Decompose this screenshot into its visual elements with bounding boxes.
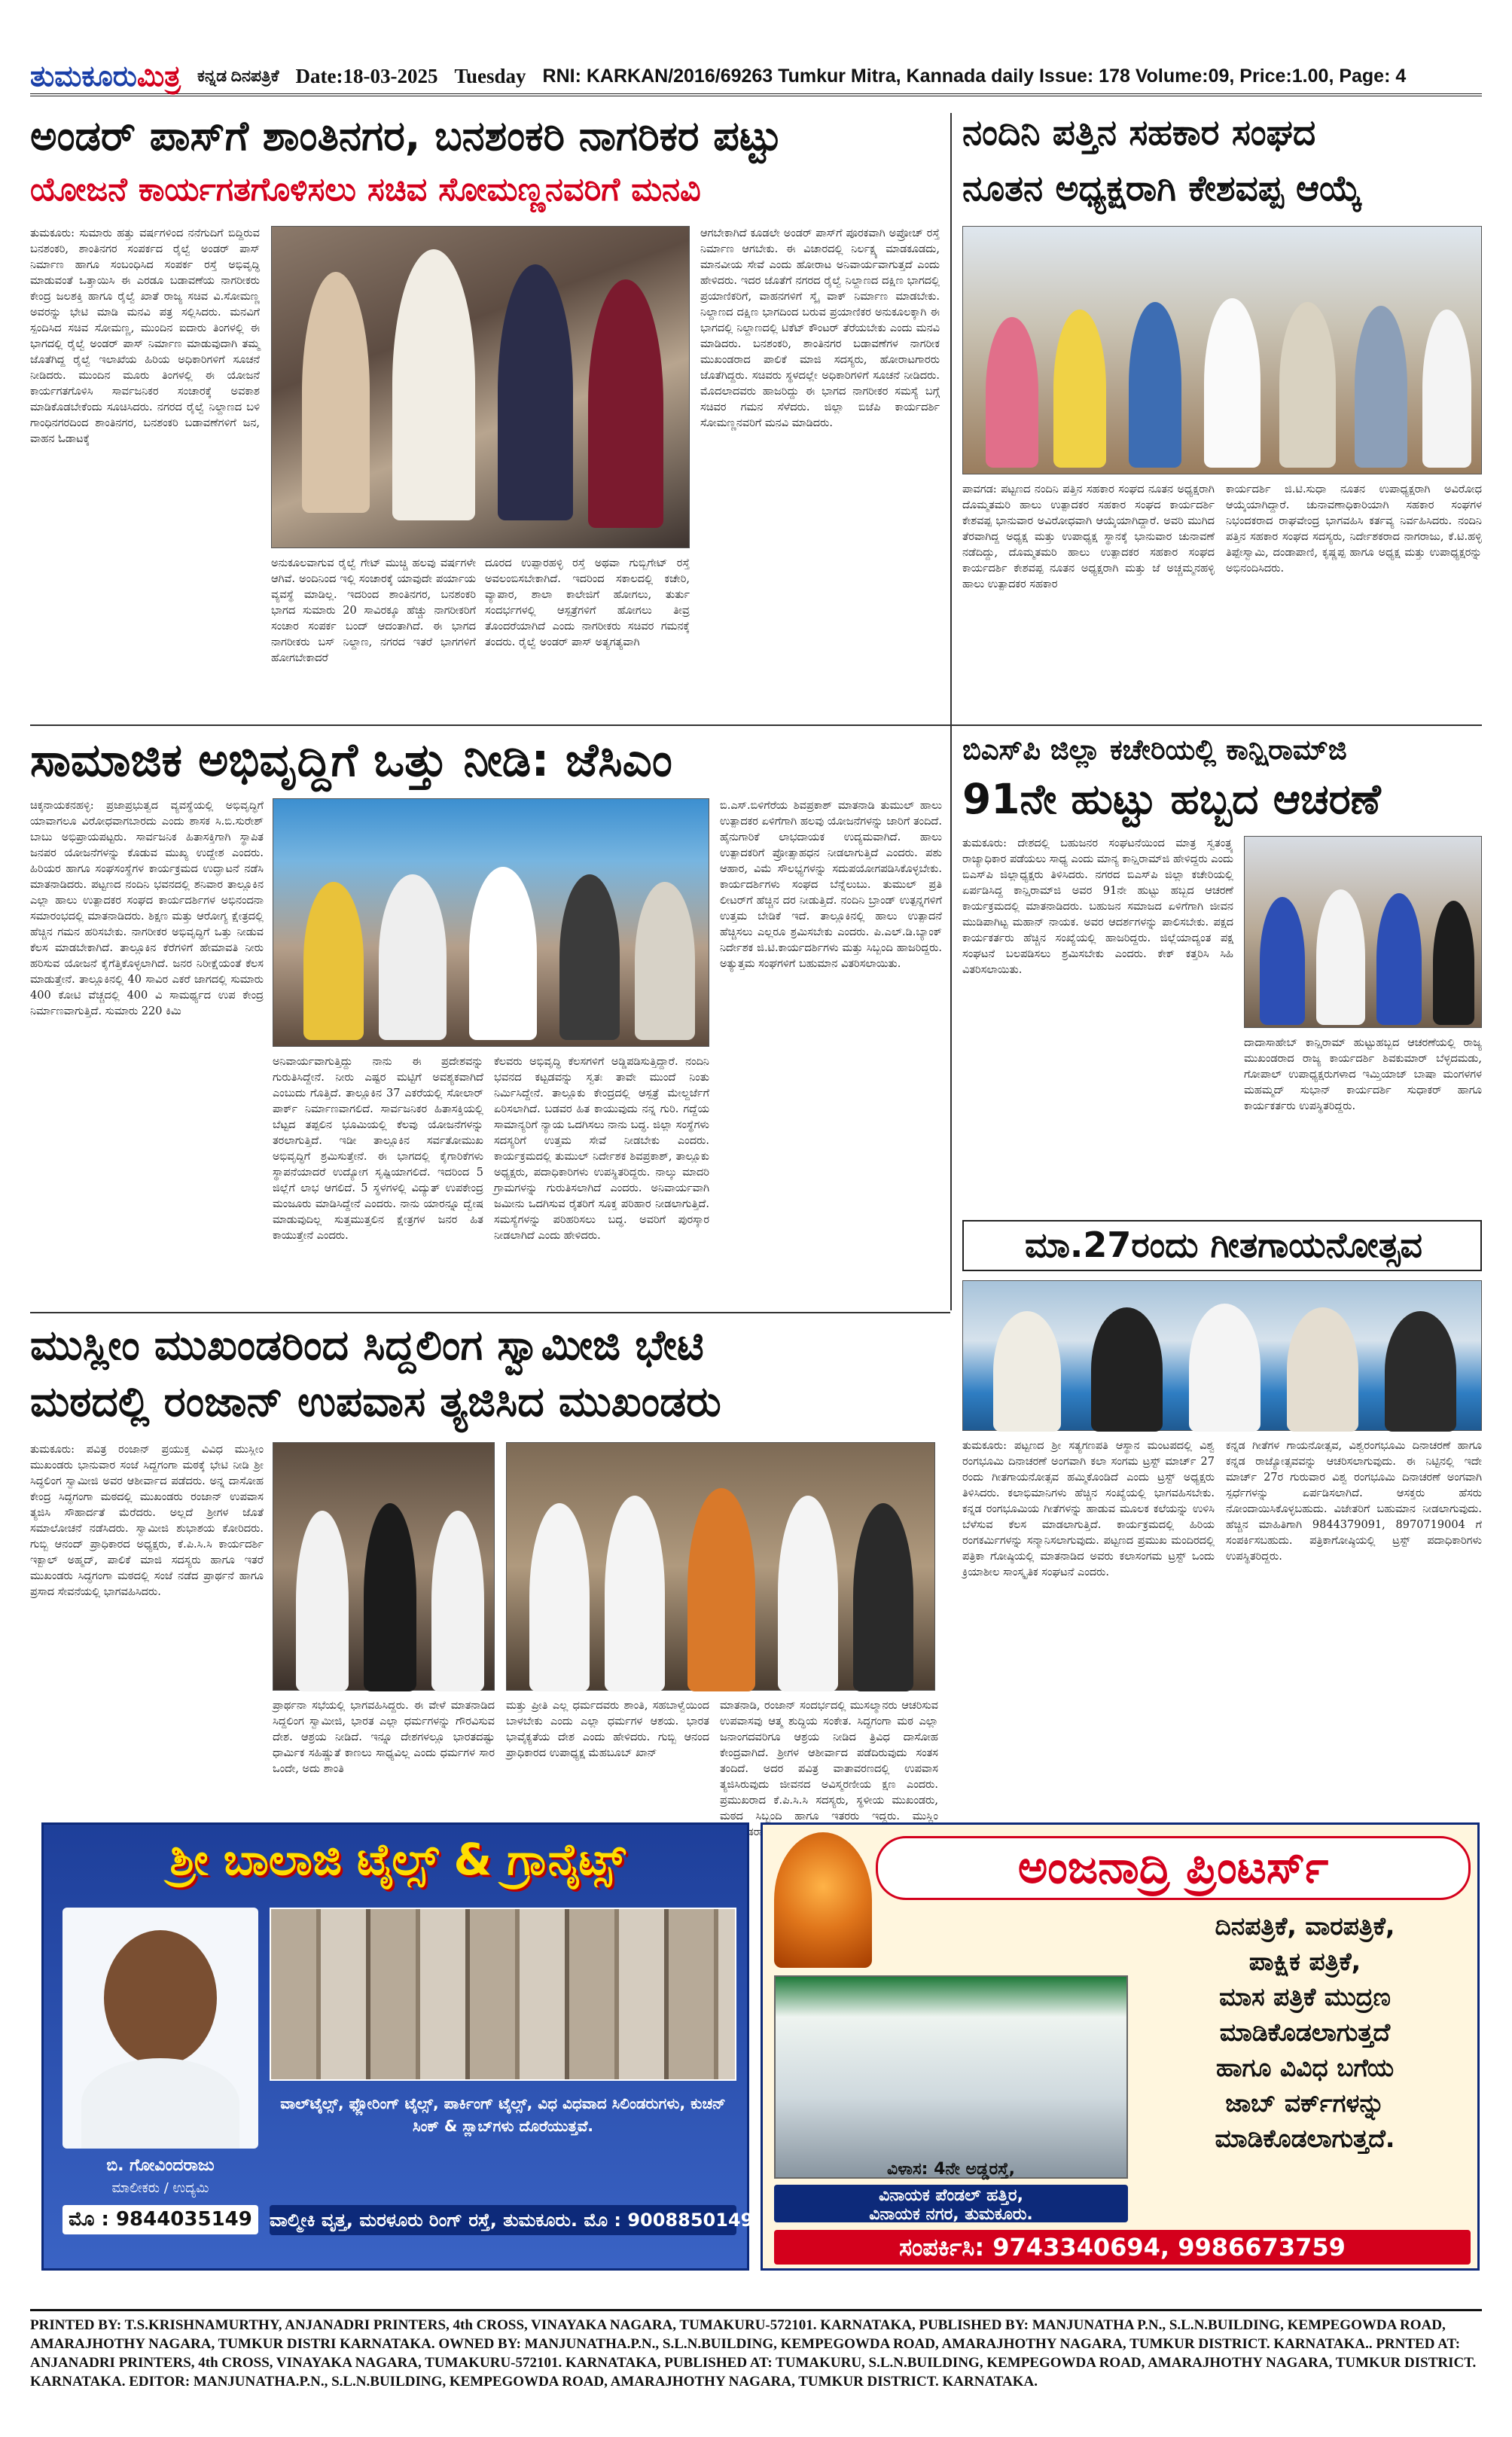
- story1-column-1: ತುಮಕೂರು: ಸುಮಾರು ಹತ್ತು ವರ್ಷಗಳಿಂದ ನನೆಗುದಿಗೆ ಬಿದ್ದಿರುವ ಬನಶಂಕರಿ, ಶಾಂತಿನಗರ ಸಂಪರ್ಕದ ರೈಲ್ವೆ ಅಂಡರ್ ಪಾಸ್ ನಿರ್ಮಾಣ ಹಾಗೂ ಸಂಬಂಧಿಸಿದ ಸಂಪರ್ಕ ರಸ್ತೆ ಅಭಿವೃದ್ಧಿ ಮಾಡುವಂತೆ ಒತ್ತಾಯಿಸಿ ಈ ಎರಡೂ ಬಡಾವಣೆಯ ನಾಗರೀಕರು ಕೇಂದ್ರ ಜಲಶಕ್ತಿ ಹಾಗೂ ರೈಲ್ವೆ ಖಾತೆ ರಾಜ್ಯ ಸಚಿವ ವಿ.ಸೋಮಣ್ಣ ಅವರನ್ನು ಭೇಟಿ ಮಾಡಿ ಮನವಿ ಪತ್ರ ಸಲ್ಲಿಸಿದರು. ಮನವಿಗೆ ಸ್ಪಂದಿಸಿದ ಸಚಿವ ಸೋಮಣ್ಣ, ಮುಂದಿನ ಐದಾರು ತಿಂಗಳಲ್ಲಿ ಈ ಭಾಗದಲ್ಲಿ ರೈಲ್ವೆ ಅಂಡರ್ ಪಾಸ್ ನಿರ್ಮಾಣ ಮಾಡುವುದಾಗಿ ತಮ್ಮ ಜೊತೆಗಿದ್ದ ರೈಲ್ವೆ ಇಲಾಖೆಯ ಹಿರಿಯ ಅಧಿಕಾರಿಗಳಿಗೆ ಸೂಚನೆ ನೀಡಿದರು. ಮುಂದಿನ ಮೂರು ತಿಂಗಳಲ್ಲಿ ಈ ಯೋಜನೆ ಕಾರ್ಯಗತಗೊಳಿಸಿ ಸಾರ್ವಜನಿಕರ ಸಂಚಾರಕ್ಕೆ ಅವಕಾಶ ಮಾಡಿಕೊಡಬೇಕೆಂದು ಸೂಚಿಸಿದರು. ನಗರದ ರೈಲ್ವೆ ನಿಲ್ದಾಣದ ಬಳಿ ಗಾಂಧಿನಗರದಿಂದ ಶಾಂತಿನಗರ, ಬನಶಂಕರಿ ಬಡಾವಣೆಗಳಿಗೆ ಜನ, ವಾಹನ ಓಡಾಟಕ್ಕೆ: [30, 227, 261, 445]
- story1-subheadline: ಯೋಜನೆ ಕಾರ್ಯಗತಗೊಳಿಸಲು ಸಚಿವ ಸೋಮಣ್ಣನವರಿಗೆ ಮನವಿ: [30, 171, 701, 209]
- ad-balaji-portrait: [62, 1908, 258, 2149]
- ad-anjanadri-address-line3: ವಿನಾಯಕ ನಗರ, ತುಮಕೂರು.: [869, 2205, 1033, 2224]
- story6-column-1: ತುಮಕೂರು: ಪವಿತ್ರ ರಂಜಾನ್ ಪ್ರಯುಕ್ತ ವಿವಿಧ ಮುಸ್ಲೀಂ ಮುಖಂಡರು ಭಾನುವಾರ ಸಂಜೆ ಸಿದ್ದಗಂಗಾ ಮಠಕ್ಕೆ ಭೇಟಿ ನೀಡಿ ಶ್ರೀ ಸಿದ್ಧಲಿಂಗ ಸ್ವಾಮೀಜಿ ಅವರ ಆಶೀರ್ವಾದ ಪಡೆದರು. ಅನ್ನ ದಾಸೋಹ ಕೇಂದ್ರ ಸಿದ್ಧಗಂಗಾ ಮಠದಲ್ಲಿ ಮುಖಂಡರು ರಂಜಾನ್ ಉಪವಾಸ ತ್ಯಜಿಸಿ ಸೌಹಾರ್ದತೆ ಮೆರೆದರು. ಅಲ್ಲದೆ ಶ್ರೀಗಳ ಜೊತೆ ಸಮಾಲೋಚನೆ ನಡೆಸಿದರು. ಸ್ವಾಮೀಜಿ ಶುಭಾಶಯ ಕೋರಿದರು. ಗುಬ್ಬಿ ಆನಂದ್ ಪ್ರಾಧಿಕಾರದ ಅಧ್ಯಕ್ಷರು, ಕೆ.ಪಿ.ಸಿ.ಸಿ ಕಾರ್ಯದರ್ಶಿ ಇಕ್ಬಾಲ್ ಅಹ್ಮದ್, ಪಾಲಿಕೆ ಮಾಜಿ ಸದಸ್ಯರು ಹಾಗೂ ಇತರೆ ಮುಖಂಡರು ಸಿದ್ಧಗಂಗಾ ಮಠದಲ್ಲಿ ಸಂಜೆ ನಡೆದ ಪ್ರಾರ್ಥನೆ ಹಾಗೂ ಪ್ರಸಾದ ಸೇವನೆಯಲ್ಲಿ ಭಾಗವಹಿಸಿದರು.: [30, 1444, 264, 1598]
- story6-caption-2: ಮತ್ತು ಪ್ರೀತಿ ಎಲ್ಲ ಧರ್ಮದವರು ಶಾಂತಿ, ಸಹಬಾಳ್ವೆಯಿಂದ ಬಾಳಬೇಕು ಎಂದು ಎಲ್ಲಾ ಧರ್ಮಗಳ ಆಶಯ. ಭಾರತ ಭಾವೈಕ್ಯತೆಯ ದೇಶ ಎಂದು ಹೇಳಿದರು. ಗುಬ್ಬಿ ಆನಂದ ಪ್ರಾಧಿಕಾರದ ಉಪಾಧ್ಯಕ್ಷ ಮೆಹಬೂಬ್ ಖಾನ್: [506, 1700, 709, 1759]
- ad-anjanadri-service-6: ಜಾಬ್ ವರ್ಕ್‌ಗಳನ್ನು: [1225, 2088, 1385, 2118]
- masthead-name-part2: ಮಿತ್ರ: [136, 59, 181, 93]
- ad-anjanadri-shop-photo: [774, 1975, 1128, 2179]
- ad-balaji-showroom-photo: [270, 1908, 736, 2081]
- imprint-footer: PRINTED BY: T.S.KRISHNAMURTHY, ANJANADRI PRINTERS, 4th CROSS, VINAYAKA NAGARA, TUMAKURU-572101. KARNATAKA, PUBLISHED BY: MANJUNATHA P.N., S.L.N.BUILDING, KEMPEGOWDA ROAD, AMARAJHOTHY NAGARA, TUMKUR DISTRI KARNATAKA. OWNED BY: MANJUNATHA.P.N., S.L.N.BUILDING, KEMPEGOWDA ROAD, AMARAJHOTHY NAGARA, TUMKUR DISTRICT. KARNATAKA.. PRNTED AT: ANJANADRI PRINTERS, 4th CROSS, VINAYAKA NAGARA, TUMAKURU-572101. KARNATAKA, PUBLISHED AT: TUMAKURU, S.L.N.BUILDING, KEMPEGOWDA ROAD, AMARAJHOTHY NAGARA, TUMKUR DISTRICT. KARNATAKA. EDITOR: MANJUNATHA.P.N., S.L.N.BUILDING, KEMPEGOWDA ROAD, AMARAJHOTHY NAGARA, TUMKUR DISTRICT. KARNATAKA.: [30, 2309, 1482, 2391]
- masthead-date: Date:18-03-2025: [295, 64, 438, 87]
- story4-photo: [1244, 836, 1482, 1028]
- story6-photo-1: [273, 1442, 495, 1691]
- story4-headline-line2: 91ನೇ ಹುಟ್ಟು ಹಬ್ಬದ ಆಚರಣೆ: [962, 775, 1381, 823]
- ad-balaji-services: ವಾಲ್‌ಟೈಲ್ಸ್, ಫ್ಲೋರಿಂಗ್ ಟೈಲ್ಸ್, ಪಾರ್ಕಿಂಗ್ ಟೈಲ್ಸ್, ವಿಧ ವಿಧವಾದ ಸಿಲಿಂಡರುಗಳು, ಕುಚನ್ ಸಿಂಕ್ & ಸ್ಲಾಬ್‌ಗಳು ದೊರೆಯುತ್ತವೆ.: [280, 2094, 726, 2135]
- story3-column-3: ಕೆಲವರು ಅಭಿವೃದ್ಧಿ ಕೆಲಸಗಳಿಗೆ ಅಡ್ಡಿಪಡಿಸುತ್ತಿದ್ದಾರೆ. ನಂದಿನಿ ಭವನದ ಕಟ್ಟಡವನ್ನು ಸ್ವತಃ ತಾವೇ ಮುಂದೆ ನಿಂತು ನಿರ್ಮಿಸಿದ್ದೇನೆ. ತಾಲ್ಲೂಕು ಕೇಂದ್ರದಲ್ಲಿ ಆಸ್ಪತ್ರೆ ಮೇಲ್ದರ್ಜೆಗೆ ಏರಿಸಲಾಗಿದೆ. ಬಡವರ ಹಿತ ಕಾಯುವುದು ನನ್ನ ಗುರಿ. ಗದ್ದೆಯ ಸಾಮಾನ್ಯರಿಗೆ ನ್ಯಾಯ ಒದಗಿಸಲು ನಾನು ಬದ್ಧ. ಜಿಲ್ಲಾ ಸಂಸ್ಥೆಗಳು ಸದಸ್ಯರಿಗೆ ಉತ್ತಮ ಸೇವೆ ನೀಡಬೇಕು ಎಂದರು. ಕಾರ್ಯಕ್ರಮದಲ್ಲಿ ತುಮುಲ್ ನಿರ್ದೇಶಕ ಶಿವಪ್ರಕಾಶ್, ತಾಲ್ಲೂಕು ಅಧ್ಯಕ್ಷರು, ಪದಾಧಿಕಾರಿಗಳು ಉಪಸ್ಥಿತರಿದ್ದರು. ನಾಲ್ಕು ಮಾದರಿ ಗ್ರಾಮಗಳನ್ನು ಗುರುತಿಸಲಾಗಿದೆ ಎಂದರು. ಅನಿವಾರ್ಯವಾಗಿ ಜಮೀನು ಒದಗಿಸುವ ರೈತರಿಗೆ ಸೂಕ್ತ ಪರಿಹಾರ ನೀಡಲಾಗುತ್ತಿದೆ. ಸಮಸ್ಯೆಗಳನ್ನು ಪರಿಹರಿಸಲು ಬದ್ಧ. ಅವರಿಗೆ ಪುರಸ್ಕಾರ ನೀಡಲಾಗಿದೆ ಎಂದು ಹೇಳಿದರು.: [494, 1056, 709, 1242]
- ad-anjanadri-service-4: ಮಾಡಿಕೊಡಲಾಗುತ್ತದೆ: [1219, 2018, 1391, 2047]
- story4-column-1: ತುಮಕೂರು: ದೇಶದಲ್ಲಿ ಬಹುಜನರ ಸಂಘಟನೆಯಿಂದ ಮಾತ್ರ ಸ್ವತಂತ್ರ್ಯ ರಾಜ್ಯಾಧಿಕಾರ ಪಡೆಯಲು ಸಾಧ್ಯ ಎಂದು ಮಾನ್ಯ ಕಾನ್ಷಿರಾಮ್‌ಜಿ ಹೇಳಿದ್ದರು ಎಂದು ಬಿಎಸ್‌ಪಿ ಜಿಲ್ಲಾಧ್ಯಕ್ಷರು ತಿಳಿಸಿದರು. ನಗರದ ಬಿಎಸ್‌ಪಿ ಜಿಲ್ಲಾ ಕಚೇರಿಯಲ್ಲಿ ಏರ್ಪಡಿಸಿದ್ದ ಕಾನ್ಷಿರಾಮ್‌ಜಿ ಅವರ 91ನೇ ಹುಟ್ಟು ಹಬ್ಬದ ಆಚರಣೆ ಕಾರ್ಯಕ್ರಮದಲ್ಲಿ ಮಾತನಾಡಿದರು. ಬಹುಜನ ಸಮಾಜದ ಏಳಿಗೆಗಾಗಿ ಜೀವನ ಮುಡಿಪಾಗಿಟ್ಟ ಮಹಾನ್ ನಾಯಕ. ಅವರ ಆದರ್ಶಗಳನ್ನು ಪಾಲಿಸಬೇಕು. ಪಕ್ಷದ ಕಾರ್ಯಕರ್ತರು ಹೆಚ್ಚಿನ ಸಂಖ್ಯೆಯಲ್ಲಿ ಹಾಜರಿದ್ದರು. ಜಿಲ್ಲೆಯಾದ್ಯಂತ ಪಕ್ಷ ಸಂಘಟನೆ ಬಲಪಡಿಸಲು ಶ್ರಮಿಸಬೇಕು ಎಂದರು. ಕೇಕ್ ಕತ್ತರಿಸಿ ಸಿಹಿ ವಿತರಿಸಲಾಯಿತು.: [962, 837, 1234, 976]
- story3-photo: [273, 798, 709, 1047]
- masthead: [30, 59, 1482, 96]
- story3-column-1: ಚಿಕ್ಕನಾಯಕನಹಳ್ಳಿ: ಪ್ರಜಾಪ್ರಭುತ್ವದ ವ್ಯವಸ್ಥೆಯಲ್ಲಿ ಅಭಿವೃದ್ಧಿಗೆ ಯಾವಾಗಲೂ ವಿರೋಧವಾಗಬಾರದು ಎಂದು ಶಾಸಕ ಸಿ.ಬಿ.ಸುರೇಶ್ ಬಾಬು ಅಭಿಪ್ರಾಯಪಟ್ಟರು. ಸಾರ್ವಜನಿಕ ಹಿತಾಸಕ್ತಿಗಾಗಿ ಸ್ಥಾಪಿತ ಜನಪರ ಯೋಜನೆಗಳನ್ನು ಕೊಡುವ ಮುಖ್ಯ ಉದ್ದೇಶ ಎಂದರು. ಹಿರಿಯರ ಹಾಗೂ ಸಂಘಸಂಸ್ಥೆಗಳ ಕಾರ್ಯಕ್ರಮದ ಉದ್ಘಾಟನೆ ನಡೆಸಿ ಮಾತನಾಡಿದರು. ಪಟ್ಟಣದ ನಂದಿನಿ ಭವನದಲ್ಲಿ ಶನಿವಾರ ತಾಲ್ಲೂಕಿನ ಎಲ್ಲಾ ಹಾಲು ಉತ್ಪಾದಕರ ಸಂಘದ ಕಾರ್ಯದರ್ಶಿಗಳ ಅಭಿನಂದನಾ ಸಮಾರಂಭದಲ್ಲಿ ಮಾತನಾಡಿದರು. ಶಿಕ್ಷಣ ಮತ್ತು ಆರೋಗ್ಯ ಕ್ಷೇತ್ರದಲ್ಲಿ ಹೆಚ್ಚಿನ ಗಮನ ಹರಿಸಬೇಕು. ನಾಗರೀಕರ ಅಭಿವೃದ್ಧಿಗೆ ಒತ್ತು ನೀಡುವ ಕೆಲಸ ಮಾಡಬೇಕಾಗಿದೆ. ತಾಲ್ಲೂಕಿನ ಕೆರೆಗಳಿಗೆ ಹೇಮಾವತಿ ನೀರು ಹರಿಸುವ ಯೋಜನೆ ಕೈಗೆತ್ತಿಕೊಳ್ಳಲಾಗಿದೆ. ಜನರ ನಿರೀಕ್ಷೆಯಂತೆ ಕೆಲಸ ಮಾಡುತ್ತೇನೆ. ತಾಲ್ಲೂಕಿನಲ್ಲಿ 40 ಸಾವಿರ ಎಕರೆ ಜಾಗದಲ್ಲಿ ಸುಮಾರು 400 ಕೋಟಿ ವೆಚ್ಚದಲ್ಲಿ 400 ವಿ ಸಾಮರ್ಥ್ಯದ ಉಪ ಕೇಂದ್ರ ನಿರ್ಮಾಣವಾಗುತ್ತಿದೆ. ಸುಮಾರು 220 ಕಿಮಿ: [30, 800, 264, 1017]
- ad-balaji-mobile: ಮೊ : 9844035149: [62, 2205, 258, 2234]
- story6-caption-1: ಪ್ರಾರ್ಥನಾ ಸಭೆಯಲ್ಲಿ ಭಾಗವಹಿಸಿದ್ದರು. ಈ ವೇಳೆ ಮಾತನಾಡಿದ ಸಿದ್ದಲಿಂಗ ಸ್ವಾಮೀಜಿ, ಭಾರತ ಎಲ್ಲಾ ಧರ್ಮಗಳನ್ನು ಗೌರವಿಸುವ ದೇಶ. ಆಶ್ರಯ ನೀಡಿದೆ. ಇನ್ನೂ ದೇಶಗಳಲ್ಲೂ ಭಾರತದಷ್ಟು ಧಾರ್ಮಿಕ ಸಹಿಷ್ಣುತೆ ಕಾಣಲು ಸಾಧ್ಯವಿಲ್ಲ ಎಂದು ಧರ್ಮಗಳ ಸಾರ ಒಂದೇ, ಅದು ಶಾಂತಿ: [273, 1700, 495, 1775]
- ad-anjanadri-service-7: ಮಾಡಿಕೊಡಲಾಗುತ್ತದೆ.: [1215, 2124, 1395, 2153]
- ad-balaji-person-name: ಬಿ. ಗೋವಿಂದರಾಜು: [106, 2156, 215, 2175]
- story5-photo: [962, 1280, 1482, 1431]
- ad-anjanadri-service-5: ಹಾಗೂ ವಿವಿಧ ಬಗೆಯ: [1215, 2053, 1395, 2082]
- story6-headline-line1: ಮುಸ್ಲೀಂ ಮುಖಂಡರಿಂದ ಸಿದ್ದಲಿಂಗ ಸ್ವಾಮೀಜಿ ಭೇಟಿ: [30, 1321, 704, 1369]
- story2-headline-line1: ನಂದಿನಿ ಪತ್ತಿನ ಸಹಕಾರ ಸಂಘದ: [962, 112, 1316, 154]
- story1-caption-right: ದೂರದ ಉಪ್ಪಾರಹಳ್ಳಿ ರಸ್ತೆ ಅಥವಾ ಗುಬ್ಬಿಗೇಟ್ ರಸ್ತೆ ಅವಲಂಬಿಸಬೇಕಾಗಿದೆ. ಇದರಿಂದ ಸಕಾಲದಲ್ಲಿ ಕಚೇರಿ, ವ್ಯಾಪಾರ, ಶಾಲಾ ಕಾಲೇಜಿಗೆ ಹೋಗಲು, ತುರ್ತು ಸಂದರ್ಭಗಳಲ್ಲಿ ಆಸ್ಪತ್ರೆಗಳಿಗೆ ಹೋಗಲು ತೀವ್ರ ತೊಂದರೆಯಾಗಿದೆ ಎಂದು ನಾಗರೀಕರು ಸಚಿವರ ಗಮನಕ್ಕೆ ತಂದರು. ರೈಲ್ವೆ ಅಂಡರ್ ಪಾಸ್ ಅತ್ಯಗತ್ಯವಾಗಿ: [485, 557, 690, 648]
- ad-anjanadri-service-3: ಮಾಸ ಪತ್ರಿಕೆ ಮುದ್ರಣ: [1219, 1982, 1391, 2012]
- story3-headline: ಸಾಮಾಜಿಕ ಅಭಿವೃದ್ದಿಗೆ ಒತ್ತು ನೀಡಿ: ಜೆಸಿಎಂ: [30, 734, 672, 787]
- ad-balaji-address: ವಾಲ್ಮೀಕಿ ವೃತ್ತ, ಮರಳೂರು ರಿಂಗ್ ರಸ್ತೆ, ತುಮಕೂರು. ಮೊ : 9008850149: [270, 2205, 736, 2235]
- ad-balaji-title: ಶ್ರೀ ಬಾಲಾಜಿ ಟೈಲ್ಸ್ & ಗ್ರಾನೈಟ್ಸ್: [169, 1834, 626, 1885]
- story2-headline-line2: ನೂತನ ಅಧ್ಯಕ್ಷರಾಗಿ ಕೇಶವಪ್ಪ ಆಯ್ಕೆ: [962, 168, 1362, 209]
- story2-column-1: ಪಾವಗಡ: ಪಟ್ಟಣದ ನಂದಿನಿ ಪತ್ತಿನ ಸಹಕಾರ ಸಂಘದ ನೂತನ ಅಧ್ಯಕ್ಷರಾಗಿ ದೊಮ್ಮತಮರಿ ಹಾಲು ಉತ್ಪಾದಕರ ಸಹಕಾರ ಸಂಘದ ಕಾರ್ಯದರ್ಶಿ ಕೇಶವಪ್ಪ ಭಾನುವಾರ ಅವಿರೋಧವಾಗಿ ಆಯ್ಕೆಯಾಗಿದ್ದಾರೆ. ಅವರಿ ಮುಗಿದ ತೆರವಾಗಿದ್ದ ಅಧ್ಯಕ್ಷ ಮತ್ತು ಉಪಾಧ್ಯಕ್ಷ ಸ್ಥಾನಕ್ಕೆ ಭಾನುವಾರ ಚುನಾವಣೆ ನಡೆದಿದ್ದು, ದೊಮ್ಮತಮರಿ ಹಾಲು ಉತ್ಪಾದಕರ ಸಹಕಾರ ಸಂಘದ ಕಾರ್ಯದರ್ಶಿ ಕೇಶವಪ್ಪ ನೂತನ ಅಧ್ಯಕ್ಷರಾಗಿ ಮತ್ತು ಜೆ ಅಚ್ಚಮ್ಮನಹಳ್ಳಿ ಹಾಲು ಉತ್ಪಾದಕರ ಸಹಕಾರ: [962, 483, 1215, 590]
- ad-anjanadri-contact: ಸಂಪರ್ಕಿಸಿ: 9743340694, 9986673759: [774, 2230, 1471, 2265]
- ad-balaji-tiles[interactable]: [41, 1822, 754, 2271]
- story6-photo-2: [506, 1442, 935, 1691]
- divider-vertical-1: [950, 113, 952, 1310]
- story4-headline-line1: ಬಿಎಸ್‌ಪಿ ಜಿಲ್ಲಾ ಕಚೇರಿಯಲ್ಲಿ ಕಾನ್ಷಿರಾಮ್‌ಜಿ: [962, 734, 1347, 766]
- ad-anjanadri-service-1: ದಿನಪತ್ರಿಕೆ, ವಾರಪತ್ರಿಕೆ,: [1215, 1911, 1395, 1941]
- ad-anjanadri-address-line2: ವಿನಾಯಕ ಪೆಂಡಲ್ ಹತ್ತಿರ,: [879, 2186, 1023, 2205]
- story4-column-2: ದಾದಾಸಾಹೇಬ್ ಕಾನ್ಷಿರಾಮ್ ಹುಟ್ಟುಹಬ್ಬದ ಆಚರಣೆಯಲ್ಲಿ ರಾಜ್ಯ ಮುಖಂಡರಾದ ರಾಜ್ಯ ಕಾರ್ಯದರ್ಶಿ ಶಿವಕುಮಾರ್ ಬೆಳ್ಳದಮಡು, ಗೋಪಾಲ್ ಉಪಾಧ್ಯಕ್ಷರುಗಳಾದ ಇಮ್ತಿಯಾಜ್ ಬಾಷಾ ಮಂಗಳಗಳ ಮಹಮ್ಮದ್ ಸುಭಾನ್ ಕಾರ್ಯದರ್ಶಿ ಸುಧಾಕರ್ ಹಾಗೂ ಕಾರ್ಯಕರ್ತರು ಉಪಸ್ಥಿತರಿದ್ದರು.: [1244, 1037, 1482, 1112]
- ad-anjanadri-address-line1: ವಿಳಾಸ: 4ನೇ ಅಡ್ಡರಸ್ತೆ,: [887, 2160, 1015, 2179]
- story1-column-right: ಆಗಬೇಕಾಗಿದೆ ಕೂಡಲೇ ಅಂಡರ್ ಪಾಸ್‌ಗೆ ಪೂರಕವಾಗಿ ಅಪ್ರೋಚ್ ರಸ್ತೆ ನಿರ್ಮಾಣ ಆಗಬೇಕು. ಈ ವಿಚಾರದಲ್ಲಿ ನಿರ್ಲಕ್ಷ್ಯ ಮಾಡಕೂಡದು, ಮಾನವೀಯ ಸೇವೆ ಎಂದು ಹೋರಾಟ ಅನಿವಾರ್ಯವಾಗುತ್ತದೆ ಎಂದು ಹೇಳಿದರು. ಇದರ ಜೊತೆಗೆ ನಗರದ ರೈಲ್ವೆ ನಿಲ್ದಾಣದ ದಕ್ಷಿಣ ಭಾಗದಲ್ಲಿ ಪ್ರಯಾಣಿಕರಿಗೆ, ವಾಹನಗಳಿಗೆ ಸ್ಕೈ ವಾಕ್ ನಿರ್ಮಾಣ ಮಾಡಬೇಕು. ನಿಲ್ದಾಣದ ದಕ್ಷಿಣ ಭಾಗದಿಂದ ಬರುವ ಪ್ರಯಾಣಿಕರ ಅನುಕೂಲಕ್ಕಾಗಿ ಈ ಭಾಗದಲ್ಲಿ ನಿಲ್ದಾಣದಲ್ಲಿ ಟಿಕೆಟ್ ಕೌಂಟರ್ ತೆರೆಯಬೇಕು ಎಂದು ಮನವಿ ಮಾಡಿದರು. ಬನಶಂಕರಿ, ಶಾಂತಿನಗರ ಬಡಾವಣೆಗಳ ನಾಗರೀಕ ಮುಖಂಡರಾದ ಪಾಲಿಕೆ ಮಾಜಿ ಸದಸ್ಯರು, ಹೋರಾಟಗಾರರು ಜೊತೆಗಿದ್ದರು. ಸಚಿವರು ಸ್ಥಳದಲ್ಲೇ ಅಧಿಕಾರಿಗಳಿಗೆ ಸೂಚನೆ ನೀಡಿದರು. ಮೊದಲಾದವರು ಹಾಜರಿದ್ದು ಈ ಭಾಗದ ನಾಗರೀಕರ ಸಮಸ್ಯೆ ಬಗ್ಗೆ ಸಚಿವರ ಗಮನ ಸೆಳೆದರು. ಜಿಲ್ಲಾ ಬಿಜೆಪಿ ಕಾರ್ಯದರ್ಶಿ ಸೋಮಣ್ಣನವರಿಗೆ ಮನವಿ ಮಾಡಿದರು.: [700, 227, 940, 429]
- ad-balaji-person-role: ಮಾಲೀಕರು / ಉದ್ಯಮಿ: [111, 2180, 209, 2196]
- ad-anjanadri-service-2: ಪಾಕ್ಷಿಕ ಪತ್ರಿಕೆ,: [1248, 1947, 1361, 1976]
- masthead-day: Tuesday: [454, 64, 526, 87]
- story6-headline-line2: ಮಠದಲ್ಲಿ ರಂಜಾನ್ ಉಪವಾಸ ತ್ಯಜಿಸಿದ ಮುಖಂಡರು: [30, 1377, 721, 1426]
- divider-horizontal-1: [30, 724, 1482, 726]
- story1-photo: [271, 226, 690, 548]
- story5-column-2: ಕನ್ನಡ ಗೀತೆಗಳ ಗಾಯನೋತ್ಸವ, ವಿಶ್ವರಂಗಭೂಮಿ ದಿನಾಚರಣೆ ಹಾಗೂ ಕನ್ನಡ ರಾಜ್ಯೋತ್ಸವವನ್ನು ಆಚರಿಸಲಾಗುವುದು. ಈ ನಿಟ್ಟಿನಲ್ಲಿ ಇದೇ ಮಾರ್ಚ್ 27ರ ಗುರುವಾರ ವಿಶ್ವ ರಂಗಭೂಮಿ ದಿನಾಚರಣೆ ಅಂಗವಾಗಿ ಸ್ಪರ್ಧೆಗಳನ್ನು ಏರ್ಪಡಿಸಲಾಗಿದೆ. ಆಸಕ್ತರು ಹೆಸರು ನೋಂದಾಯಿಸಿಕೊಳ್ಳಬಹುದು. ವಿಜೇತರಿಗೆ ಬಹುಮಾನ ನೀಡಲಾಗುವುದು. ಹೆಚ್ಚಿನ ಮಾಹಿತಿಗಾಗಿ 9844379091, 8970719004 ಗೆ ಸಂಪರ್ಕಿಸಬಹುದು. ಪತ್ರಿಕಾಗೋಷ್ಠಿಯಲ್ಲಿ ಟ್ರಸ್ಟ್ ಪದಾಧಿಕಾರಿಗಳು ಉಪಸ್ಥಿತರಿದ್ದರು.: [1226, 1440, 1482, 1563]
- story5-headline: ಮಾ.27ರಂದು ಗೀತಗಾಯನೋತ್ಸವ: [1024, 1225, 1423, 1265]
- masthead-tagline: ಕನ್ನಡ ದಿನಪತ್ರಿಕೆ: [197, 66, 279, 85]
- story3-column-4: ಬಿ.ಎಸ್.ಬಿಳಿಗೆರೆಯ ಶಿವಪ್ರಕಾಶ್ ಮಾತನಾಡಿ ತುಮುಲ್ ಹಾಲು ಉತ್ಪಾದಕರ ಏಳಿಗೆಗಾಗಿ ಹಲವು ಯೋಜನೆಗಳನ್ನು ಜಾರಿಗೆ ತಂದಿದೆ. ಹೈನುಗಾರಿಕೆ ಲಾಭದಾಯಕ ಉದ್ಯಮವಾಗಿದೆ. ಹಾಲು ಉತ್ಪಾದಕರಿಗೆ ಪ್ರೋತ್ಸಾಹಧನ ನೀಡಲಾಗುತ್ತಿದೆ ಎಂದರು. ಪಶು ಆಹಾರ, ವಿಮೆ ಸೌಲಭ್ಯಗಳನ್ನು ಸದುಪಯೋಗಪಡಿಸಿಕೊಳ್ಳಬೇಕು. ಕಾರ್ಯದರ್ಶಿಗಳು ಸಂಘದ ಬೆನ್ನೆಲುಬು. ತುಮುಲ್ ಪ್ರತಿ ಲೀಟರ್‌ಗೆ ಹೆಚ್ಚಿನ ದರ ನೀಡುತ್ತಿದೆ. ನಂದಿನಿ ಬ್ರಾಂಡ್ ಉತ್ಪನ್ನಗಳಿಗೆ ಉತ್ತಮ ಬೇಡಿಕೆ ಇದೆ. ತಾಲ್ಲೂಕಿನಲ್ಲಿ ಹಾಲು ಉತ್ಪಾದನೆ ಹೆಚ್ಚಿಸಲು ಎಲ್ಲರೂ ಶ್ರಮಿಸಬೇಕು ಎಂದರು. ಪಿ.ಎಲ್.ಡಿ.ಬ್ಯಾಂಕ್ ನಿರ್ದೇಶಕ ಜಿ.ಟಿ.ಕಾರ್ಯದರ್ಶಿಗಳು ಮತ್ತು ಸಿಬ್ಬಂದಿ ಹಾಜರಿದ್ದರು. ಅತ್ಯುತ್ತಮ ಸಂಘಗಳಿಗೆ ಬಹುಮಾನ ವಿತರಿಸಲಾಯಿತು.: [720, 800, 942, 970]
- masthead-info: RNI: KARKAN/2016/69263 Tumkur Mitra, Kannada daily Issue: 178 Volume:09, Price:1.00, Page: 4: [542, 65, 1407, 87]
- ad-anjanadri-deity-image: [774, 1832, 872, 1968]
- story5-column-1: ತುಮಕೂರು: ಪಟ್ಟಣದ ಶ್ರೀ ಸತ್ಯಗಣಪತಿ ಆಸ್ಥಾನ ಮಂಟಪದಲ್ಲಿ ವಿಶ್ವ ರಂಗಭೂಮಿ ದಿನಾಚರಣೆ ಅಂಗವಾಗಿ ಕಲಾ ಸಂಗಮ ಟ್ರಸ್ಟ್ ಮಾರ್ಚ್ 27 ರಂದು ಗೀತಗಾಯನೋತ್ಸವ ಹಮ್ಮಿಕೊಂಡಿದೆ ಎಂದು ಟ್ರಸ್ಟ್ ಅಧ್ಯಕ್ಷರು ತಿಳಿಸಿದರು. ಕಲಾಭಿಮಾನಿಗಳು ಹೆಚ್ಚಿನ ಸಂಖ್ಯೆಯಲ್ಲಿ ಭಾಗವಹಿಸಬೇಕು. ಕನ್ನಡ ರಂಗಭೂಮಿಯ ಗೀತೆಗಳನ್ನು ಹಾಡುವ ಮೂಲಕ ಕಲೆಯನ್ನು ಉಳಿಸಿ ಬೆಳೆಸುವ ಕೆಲಸ ಮಾಡಲಾಗುತ್ತಿದೆ. ಕಾರ್ಯಕ್ರಮದಲ್ಲಿ ಹಿರಿಯ ರಂಗಕರ್ಮಿಗಳನ್ನು ಸನ್ಮಾನಿಸಲಾಗುವುದು. ಪಟ್ಟಣದ ಪ್ರಮುಖ ಮಂದಿರದಲ್ಲಿ ಪತ್ರಿಕಾ ಗೋಷ್ಠಿಯಲ್ಲಿ ಮಾತನಾಡಿದ ಅವರು ಕಲಾಸಂಗಮ ಟ್ರಸ್ಟ್ ಒಂದು ಕ್ರಿಯಾಶೀಲ ಸಾಂಸ್ಕೃತಿಕ ಸಂಘಟನೆ ಎಂದರು.: [962, 1440, 1215, 1578]
- masthead-logo: [30, 59, 181, 93]
- story1-headline: ಅಂಡರ್ ಪಾಸ್‌ಗೆ ಶಾಂತಿನಗರ, ಬನಶಂಕರಿ ನಾಗರಿಕರ ಪಟ್ಟು: [30, 112, 782, 160]
- ad-anjanadri-printers[interactable]: [761, 1822, 1480, 2271]
- story2-column-2: ಕಾರ್ಯದರ್ಶಿ ಜಿ.ಟಿ.ಸುಧಾ ನೂತನ ಉಪಾಧ್ಯಕ್ಷರಾಗಿ ಅವಿರೋಧ ಆಯ್ಕೆಯಾಗಿದ್ದಾರೆ. ಚುನಾವಣಾಧಿಕಾರಿಯಾಗಿ ಸಹಕಾರ ಸಂಘಗಳ ನಿಭಂದಕರಾದ ರಾಘವೇಂದ್ರ ಭಾಗವಹಿಸಿ ಕರ್ತವ್ಯ ನಿರ್ವಹಿಸಿದರು. ನಂದಿನಿ ಪತ್ತಿನ ಸಹಕಾರ ಸಂಘದ ಸದಸ್ಯರು, ನಿರ್ದೇಶಕರಾದ ನಾಗರಾಜು, ಕೆ.ಟಿ.ಹಳ್ಳಿ ತಿಪ್ಪೇಸ್ವಾಮಿ, ದಂಡಾಪಾಣಿ, ಕೃಷ್ಣಪ್ಪ ಹಾಗೂ ಅಧ್ಯಕ್ಷ ಮತ್ತು ಉಪಾಧ್ಯಕ್ಷರನ್ನು ಅಭಿನಂದಿಸಿದರು.: [1226, 483, 1482, 575]
- story6-column-4: ಮಾತನಾಡಿ, ರಂಜಾನ್ ಸಂದರ್ಭದಲ್ಲಿ ಮುಸಲ್ಮಾನರು ಆಚರಿಸುವ ಉಪವಾಸವು ಆತ್ಮ ಶುದ್ಧಿಯ ಸಂಕೇತ. ಸಿದ್ಧಗಂಗಾ ಮಠ ಎಲ್ಲಾ ಜನಾಂಗದವರಿಗೂ ಆಶ್ರಯ ನೀಡಿದ ತ್ರಿವಿಧ ದಾಸೋಹ ಕೇಂದ್ರವಾಗಿದೆ. ಶ್ರೀಗಳ ಆಶೀರ್ವಾದ ಪಡೆದಿರುವುದು ಸಂತಸ ತಂದಿದೆ. ಅದರ ಪವಿತ್ರ ವಾತಾವರಣದಲ್ಲಿ ಉಪವಾಸ ತ್ಯಜಿಸಿರುವುದು ಜೀವನದ ಅವಿಸ್ಮರಣೀಯ ಕ್ಷಣ ಎಂದರು. ಪ್ರಮುಖರಾದ ಕೆ.ಪಿ.ಸಿ.ಸಿ ಸದಸ್ಯರು, ಸ್ಥಳೀಯ ಮುಖಂಡರು, ಮಠದ ಸಿಬ್ಬಂದಿ ಹಾಗೂ ಇತರರು ಇದ್ದರು. ಮುಸ್ಲಿಂ: [720, 1700, 938, 1822]
- divider-horizontal-2: [30, 1312, 950, 1313]
- story1-caption-left: ಅನುಕೂಲವಾಗುವ ರೈಲ್ವೆ ಗೇಟ್ ಮುಚ್ಚಿ ಹಲವು ವರ್ಷಗಳೇ ಆಗಿವೆ. ಅಂದಿನಿಂದ ಇಲ್ಲಿ ಸಂಚಾರಕ್ಕೆ ಯಾವುದೇ ಪರ್ಯಾಯ ವ್ಯವಸ್ಥೆ ಮಾಡಿಲ್ಲ. ಇದರಿಂದ ಶಾಂತಿನಗರ, ಬನಶಂಕರಿ ಭಾಗದ ಸುಮಾರು 20 ಸಾವಿರಕ್ಕೂ ಹೆಚ್ಚು ನಾಗರೀಕರಿಗೆ ಸಂಚಾರ ಸಂಪರ್ಕ ಬಂದ್ ಆದಂತಾಗಿದೆ. ಈ ಭಾಗದ ನಾಗರೀಕರು ಬಸ್ ನಿಲ್ದಾಣ, ನಗರದ ಇತರೆ ಭಾಗಗಳಿಗೆ ಹೋಗಬೇಕಾದರೆ: [271, 557, 476, 664]
- ad-anjanadri-title: ಅಂಜನಾದ್ರಿ ಪ್ರಿಂಟರ್ಸ್: [876, 1836, 1471, 1900]
- masthead-name-part1: ತುಮಕೂರು: [30, 59, 137, 93]
- story3-column-2: ಅನಿವಾರ್ಯವಾಗುತ್ತಿದ್ದು ನಾನು ಈ ಪ್ರದೇಶವನ್ನು ಗುರುತಿಸಿದ್ದೇನೆ. ನೀರು ಎಷ್ಟರ ಮಟ್ಟಿಗೆ ಅವಶ್ಯಕವಾಗಿದೆ ಎಂಬುದು ಗೊತ್ತಿದೆ. ತಾಲ್ಲೂಕಿನ 37 ಎಕರೆಯಲ್ಲಿ ಸೋಲಾರ್ ಪಾರ್ಕ್ ನಿರ್ಮಾಣವಾಗಲಿದೆ. ಸಾರ್ವಜನಿಕರ ಹಿತಾಸಕ್ತಿಯಲ್ಲಿ ಬೆಟ್ಟದ ತಪ್ಪಲಿನ ಭೂಮಿಯಲ್ಲಿ ಕೆಲವು ಯೋಜನೆಗಳನ್ನು ತರಲಾಗುತ್ತಿದೆ. ಇಡೀ ತಾಲ್ಲೂಕಿನ ಸರ್ವತೋಮುಖ ಅಭಿವೃದ್ಧಿಗೆ ಶ್ರಮಿಸುತ್ತೇನೆ. ಈ ಭಾಗದಲ್ಲಿ ಕೈಗಾರಿಕೆಗಳು ಸ್ಥಾಪನೆಯಾದರೆ ಉದ್ಯೋಗ ಸೃಷ್ಟಿಯಾಗಲಿದೆ. ಇದರಿಂದ 5 ಜಿಲ್ಲೆಗೆ ಲಾಭ ಆಗಲಿದೆ. 5 ಸ್ಥಳಗಳಲ್ಲಿ ವಿದ್ಯುತ್ ಉಪಕೇಂದ್ರ ಮಂಜೂರು ಮಾಡಿಸಿದ್ದೇನೆ ಎಂದರು. ನಾನು ಯಾರನ್ನೂ ದ್ವೇಷ ಮಾಡುವುದಿಲ್ಲ ಸುತ್ತಮುತ್ತಲಿನ ಕ್ಷೇತ್ರಗಳ ಜನರ ಹಿತ ಕಾಯುತ್ತೇನೆ ಎಂದರು.: [273, 1056, 483, 1242]
- story2-photo: [962, 226, 1482, 474]
